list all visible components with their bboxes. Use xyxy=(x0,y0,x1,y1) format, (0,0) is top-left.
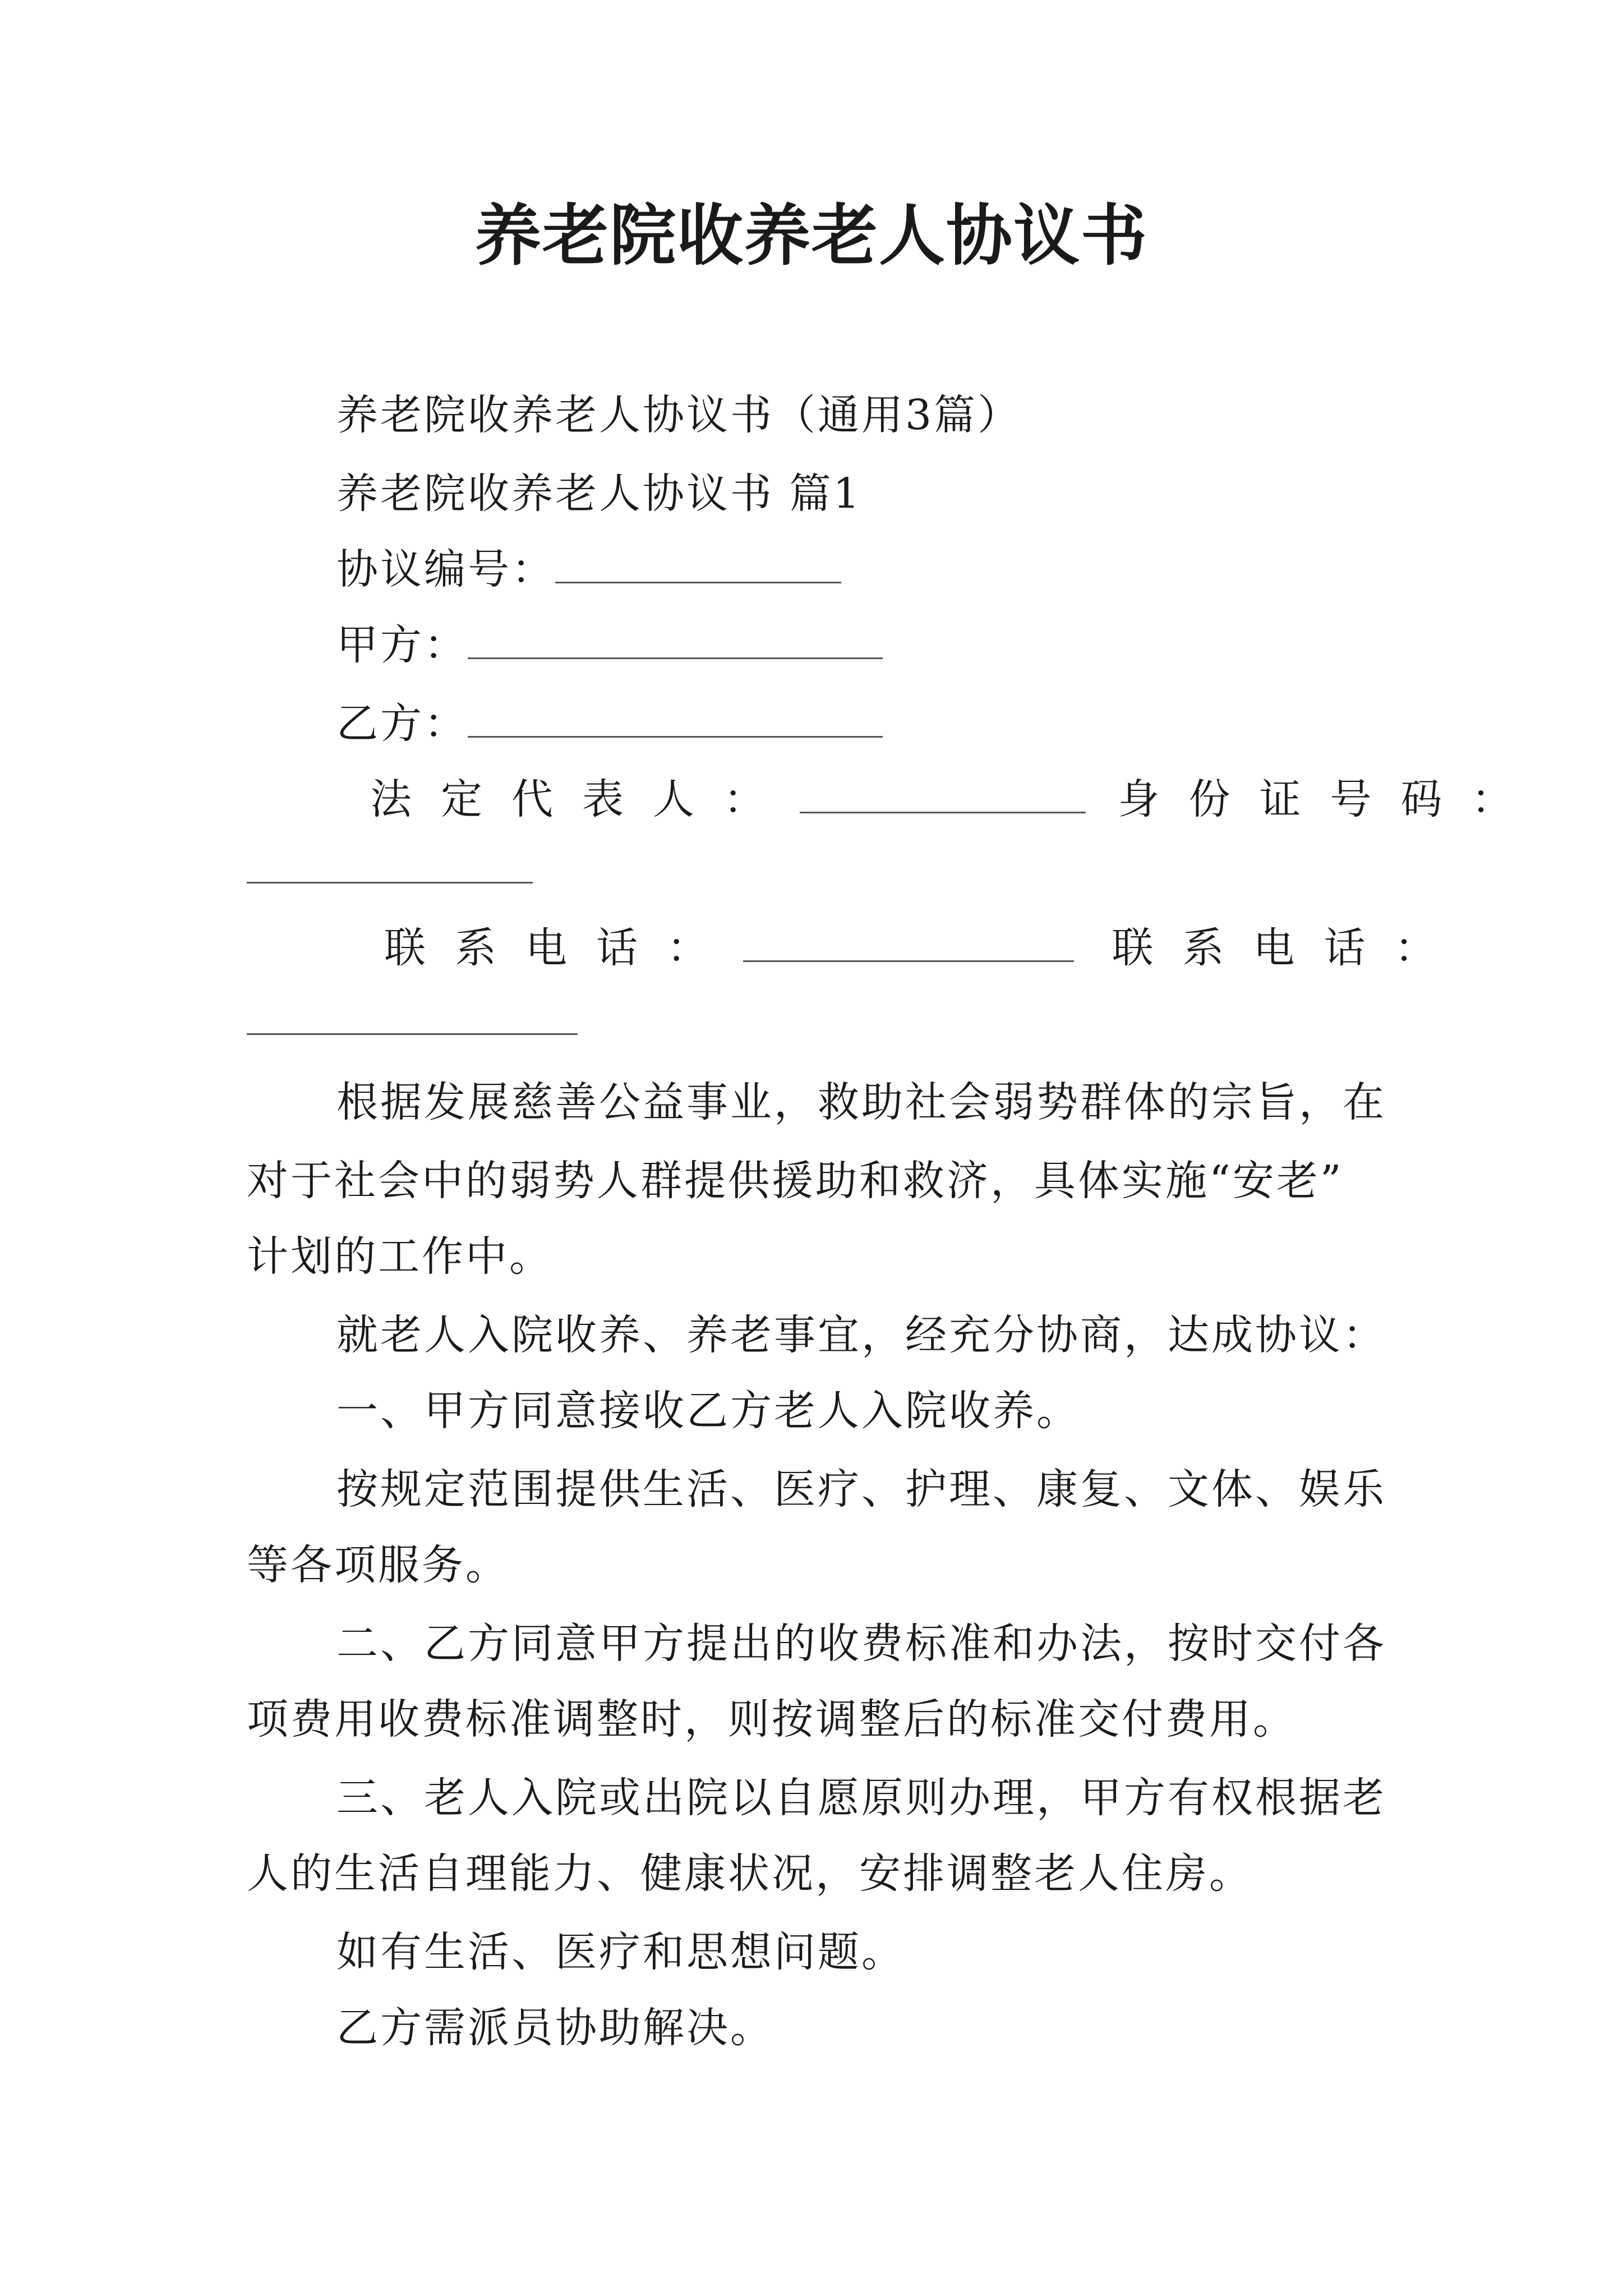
legal-rep-label: 法定代表人： xyxy=(370,775,794,823)
paragraph-line: 对于社会中的弱势人群提供援助和救济，具体实施“安老” xyxy=(247,1157,1344,1205)
heading-collection: 养老院收养老人协议书（通用3篇） xyxy=(336,391,1022,439)
id-number-label: 身份证号码： xyxy=(1118,775,1542,823)
paragraph-line: 如有生活、医疗和思想问题。 xyxy=(336,1928,905,1976)
agreement-number-blank[interactable] xyxy=(555,542,841,583)
legal-rep-blank[interactable] xyxy=(800,772,1086,813)
paragraph-line: 计划的工作中。 xyxy=(247,1232,553,1281)
document-title: 养老院收养老人协议书 xyxy=(474,196,1148,274)
legal-rep-row xyxy=(370,771,1542,827)
paragraph-line: 等各项服务。 xyxy=(247,1541,509,1589)
heading-part: 养老院收养老人协议书 篇1 xyxy=(336,470,862,518)
paragraph-line: 乙方需派员协助解决。 xyxy=(336,2004,774,2052)
phone-label-2: 联系电话： xyxy=(1112,924,1465,972)
id-number-row xyxy=(247,841,533,898)
paragraph-line: 项费用收费标准调整时，则按调整后的标准交付费用。 xyxy=(247,1695,1297,1743)
phone-row xyxy=(384,920,1465,976)
agreement-number-row xyxy=(336,541,841,597)
phone-1-blank[interactable] xyxy=(743,921,1074,962)
paragraph-line: 人的生活自理能力、健康状况，安排调整老人住房。 xyxy=(247,1849,1253,1898)
paragraph-line: 二、乙方同意甲方提出的收费标准和办法，按时交付各 xyxy=(336,1619,1386,1668)
party-a-row xyxy=(336,617,883,673)
paragraph-line: 三、老人入院或出院以自愿原则办理，甲方有权根据老 xyxy=(336,1774,1386,1822)
party-a-label: 甲方： xyxy=(336,621,468,669)
phone-2-blank[interactable] xyxy=(247,994,578,1035)
party-b-row xyxy=(336,696,883,752)
phone-label-1: 联系电话： xyxy=(384,924,737,972)
party-b-blank[interactable] xyxy=(468,697,883,738)
agreement-number-label: 协议编号： xyxy=(336,545,555,593)
phone-2-row xyxy=(247,993,578,1049)
paragraph-line: 就老人入院收养、养老事宜，经充分协商，达成协议： xyxy=(336,1311,1386,1359)
paragraph-line: 按规定范围提供生活、医疗、护理、康复、文体、娱乐 xyxy=(336,1465,1386,1513)
id-number-blank[interactable] xyxy=(247,843,533,884)
paragraph-line: 一、甲方同意接收乙方老人入院收养。 xyxy=(336,1387,1080,1435)
paragraph-line: 根据发展慈善公益事业，救助社会弱势群体的宗旨，在 xyxy=(336,1078,1386,1126)
party-b-label: 乙方： xyxy=(336,700,468,748)
party-a-blank[interactable] xyxy=(468,618,883,659)
